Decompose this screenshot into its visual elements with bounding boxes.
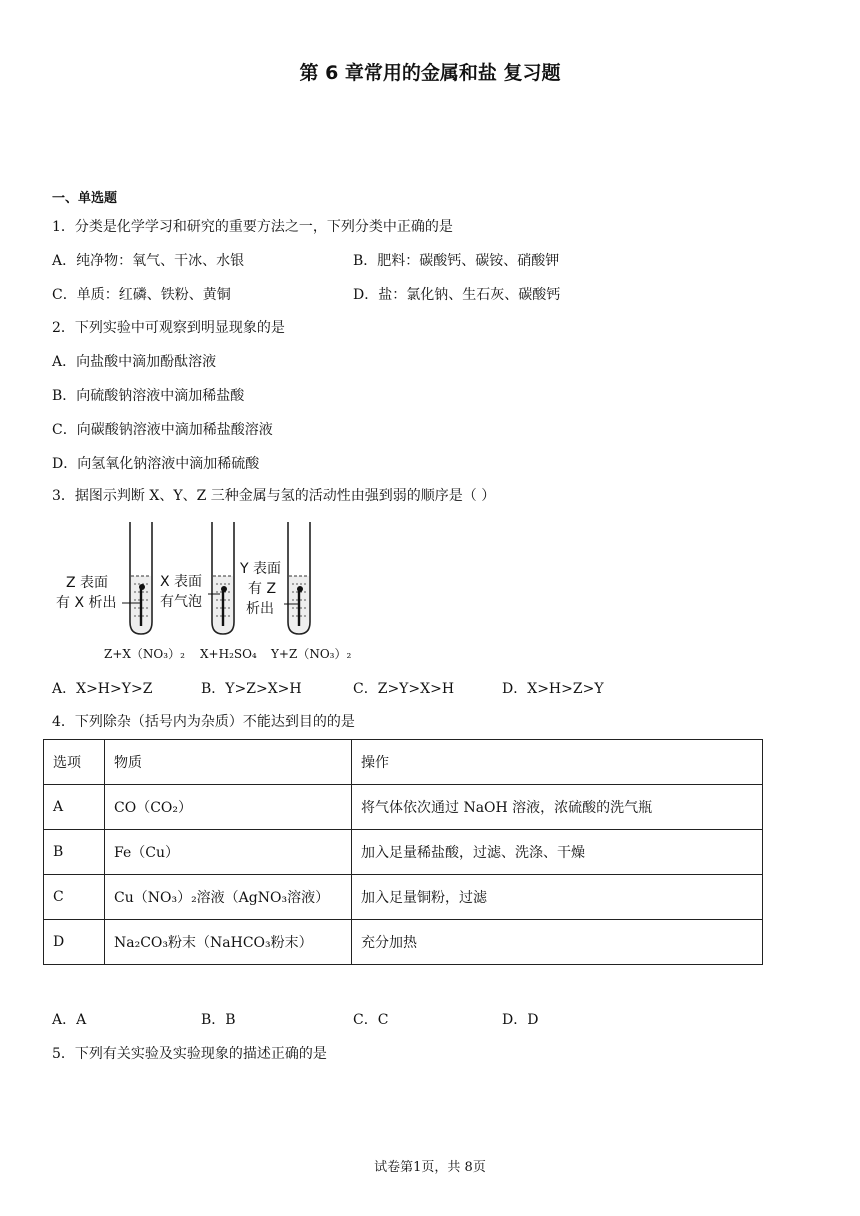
question-2-option-b: B．向硫酸钠溶液中滴加稀盐酸 <box>52 388 245 404</box>
table-row <box>44 830 763 875</box>
question-3-option-b: B．Y>Z>X>H <box>201 681 302 697</box>
tube-1-label-line-2: 有 X 析出 <box>56 595 117 611</box>
tube-3-label-line-1: Y 表面 <box>240 561 282 577</box>
page-footer: 试卷第1页，共 8页 <box>374 1160 486 1175</box>
formula-1: Z+X（NO₃）₂ <box>104 647 185 661</box>
purification-table <box>43 739 763 965</box>
question-3-option-c: C．Z>Y>X>H <box>353 681 455 697</box>
question-4-stem: 4．下列除杂（括号内为杂质）不能达到目的的是 <box>52 714 355 730</box>
question-3-stem: 3．据图示判断 X、Y、Z 三种金属与氢的活动性由强到弱的顺序是（ ） <box>52 488 496 504</box>
question-4-option-b: B．B <box>201 1012 236 1028</box>
table-header-cell: 物质 <box>105 740 352 785</box>
table-cell: Fe（Cu） <box>105 830 352 875</box>
test-tube-2 <box>208 522 234 634</box>
tube-3-label-line-2: 有 Z <box>248 581 277 597</box>
section-heading: 一、单选题 <box>52 191 118 206</box>
table-header-cell: 选项 <box>44 740 105 785</box>
question-4-option-a: A．A <box>52 1012 87 1028</box>
tube-1-label-line-1: Z 表面 <box>66 575 109 591</box>
table-cell: 将气体依次通过 NaOH 溶液，浓硫酸的洗气瓶 <box>352 785 763 830</box>
question-1-stem: 1．分类是化学学习和研究的重要方法之一，下列分类中正确的是 <box>52 219 453 235</box>
question-3-option-a: A．X>H>Y>Z <box>52 681 153 697</box>
question-1-option-c: C．单质：红磷、铁粉、黄铜 <box>52 287 231 303</box>
question-2-option-c: C．向碳酸钠溶液中滴加稀盐酸溶液 <box>52 422 273 438</box>
table-cell: C <box>44 875 105 920</box>
table-cell: 充分加热 <box>352 920 763 965</box>
question-1-option-a: A．纯净物：氧气、干冰、水银 <box>52 253 245 269</box>
question-3-option-d: D．X>H>Z>Y <box>502 681 604 697</box>
page-title: 第 6 章常用的金属和盐 复习题 <box>299 62 561 84</box>
table-header-row <box>44 740 763 785</box>
table-cell: B <box>44 830 105 875</box>
test-tube-3 <box>284 522 310 634</box>
table-header-cell: 操作 <box>352 740 763 785</box>
question-1-option-b: B．肥料：碳酸钙、碳铵、硝酸钾 <box>353 253 560 269</box>
question-1-option-d: D．盐：氯化钠、生石灰、碳酸钙 <box>353 287 561 303</box>
table-cell: A <box>44 785 105 830</box>
question-4-option-c: C．C <box>353 1012 389 1028</box>
tube-3-label-line-3: 析出 <box>246 601 274 617</box>
question-2-option-a: A．向盐酸中滴加酚酞溶液 <box>52 354 217 370</box>
table-cell: D <box>44 920 105 965</box>
tube-2-label-line-2: 有气泡 <box>160 594 202 610</box>
question-5-stem: 5．下列有关实验及实验现象的描述正确的是 <box>52 1046 327 1062</box>
tube-2-label-line-1: X 表面 <box>160 574 203 590</box>
table-row <box>44 785 763 830</box>
table-row <box>44 920 763 965</box>
table-cell: 加入足量稀盐酸，过滤、洗涤、干燥 <box>352 830 763 875</box>
formula-2: X+H₂SO₄ <box>200 647 257 661</box>
table-cell: Cu（NO₃）₂溶液（AgNO₃溶液） <box>105 875 352 920</box>
test-tube-figure <box>52 518 362 666</box>
test-tube-1 <box>122 522 152 634</box>
question-4-option-d: D．D <box>502 1012 539 1028</box>
table-cell: Na₂CO₃粉末（NaHCO₃粉末） <box>105 920 352 965</box>
table-cell: 加入足量铜粉，过滤 <box>352 875 763 920</box>
table-cell: CO（CO₂） <box>105 785 352 830</box>
question-2-stem: 2．下列实验中可观察到明显现象的是 <box>52 320 285 336</box>
question-2-option-d: D．向氢氧化钠溶液中滴加稀硫酸 <box>52 456 260 472</box>
table-row <box>44 875 763 920</box>
formula-3: Y+Z（NO₃）₂ <box>271 647 352 661</box>
